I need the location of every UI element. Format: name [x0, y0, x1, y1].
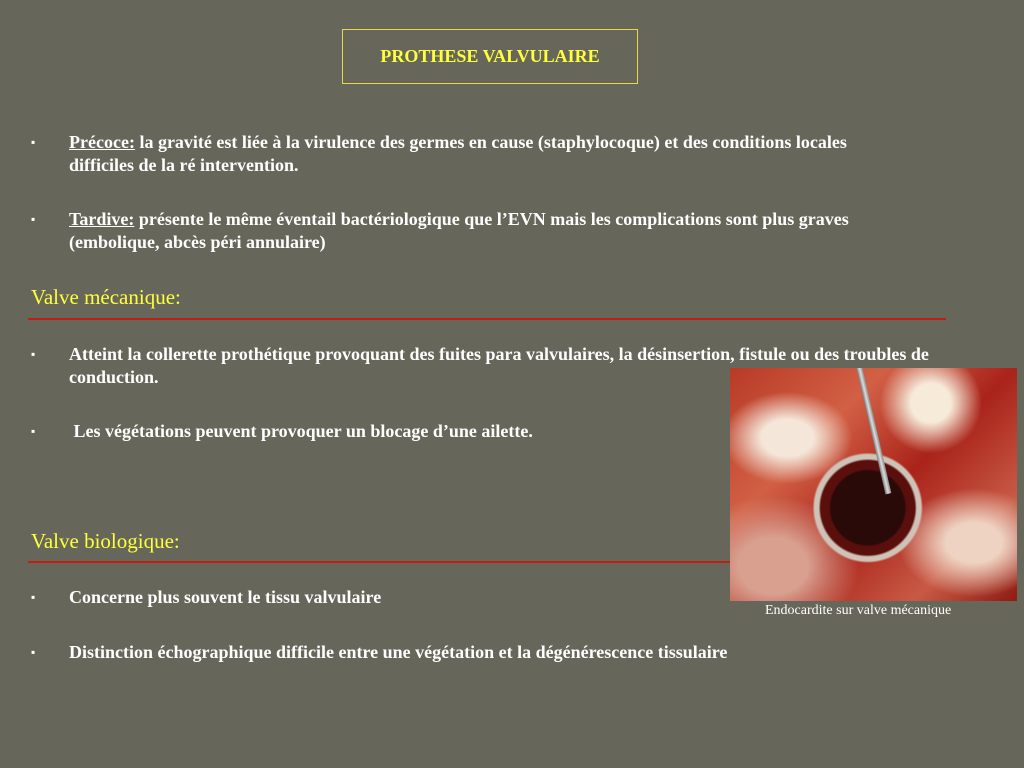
slide-title	[342, 29, 638, 84]
section-heading-biologique: Valve biologique:	[31, 529, 180, 553]
bullet-mecanique-2	[31, 420, 691, 443]
section-divider-mecanique	[28, 318, 946, 320]
bullet-marker: ▪	[31, 590, 36, 604]
bullet-lead-precoce: Précoce:	[69, 132, 135, 152]
bullet-text-biologique-1: Concerne plus souvent le tissu valvulaire	[69, 587, 382, 607]
bullet-text-mecanique-2: Les végétations peuvent provoquer un blocage d’une ailette.	[69, 421, 533, 441]
bullet-text-tardive: présente le même éventail bactériologique que l’EVN mais les complications sont plus graves (embolique, abcès péri annulaire)	[69, 209, 849, 252]
bullet-text-mecanique-1: Atteint la collerette prothétique provoquant des fuites para valvulaires, la désinsertion, fistule ou des troubles de conduction.	[69, 344, 929, 387]
photo-caption: Endocardite sur valve mécanique	[765, 603, 952, 618]
bullet-marker: ▪	[31, 347, 36, 361]
section-heading-mecanique: Valve mécanique:	[31, 285, 181, 309]
bullet-lead-tardive: Tardive:	[69, 209, 135, 229]
section-divider-biologique	[28, 561, 730, 563]
bullet-text-biologique-2: Distinction échographique difficile entre une végétation et la dégénérescence tissulaire	[69, 642, 728, 662]
bullet-precoce	[31, 131, 901, 177]
bullet-marker: ▪	[31, 645, 36, 659]
surgical-instrument	[854, 368, 891, 494]
bullet-biologique-2	[31, 641, 931, 664]
endocarditis-valve-photo	[730, 368, 1017, 601]
bullet-tardive	[31, 208, 911, 254]
slide-title-text: PROTHESE VALVULAIRE	[380, 46, 600, 66]
bullet-marker: ▪	[31, 424, 36, 438]
bullet-text-precoce: la gravité est liée à la virulence des germes en cause (staphylocoque) et des conditions locales difficiles de la ré intervention.	[69, 132, 847, 175]
bullet-marker: ▪	[31, 212, 36, 226]
bullet-marker: ▪	[31, 135, 36, 149]
bullet-biologique-1	[31, 586, 711, 609]
